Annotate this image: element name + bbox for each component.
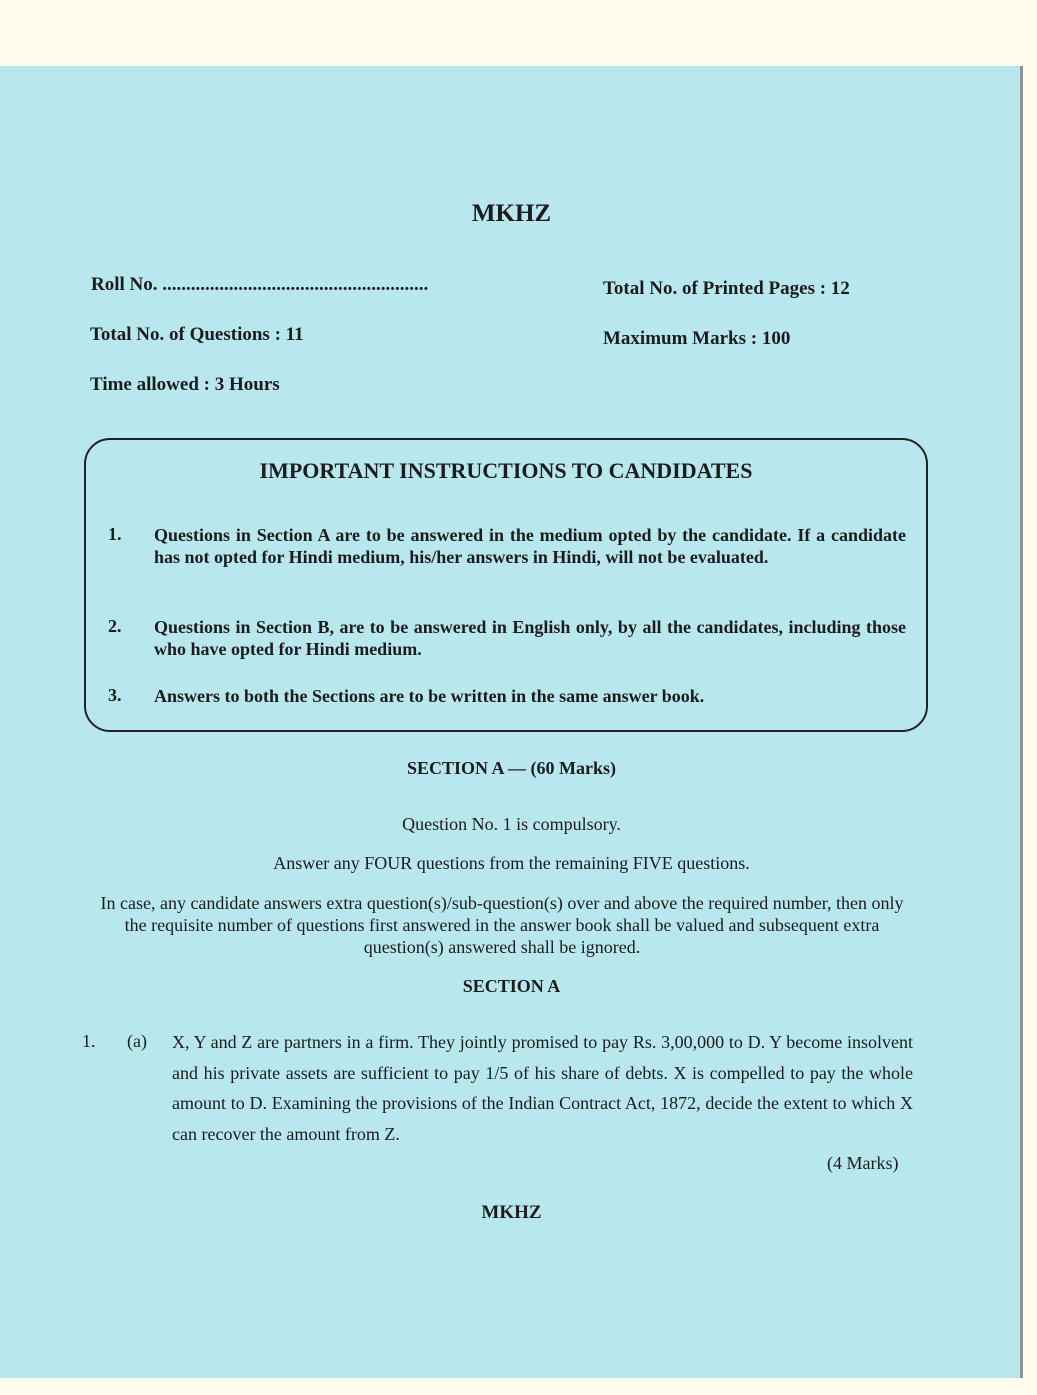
question-part: (a) xyxy=(127,1031,147,1051)
section-a-heading: SECTION A — (60 Marks) xyxy=(406,758,617,778)
total-printed-pages: Total No. of Printed Pages : 12 xyxy=(603,278,850,299)
section-a-label: SECTION A xyxy=(462,976,561,996)
instructions-title: IMPORTANT INSTRUCTIONS TO CANDIDATES xyxy=(259,458,753,483)
answer-any-line: Answer any FOUR questions from the remaining FIVE questions. xyxy=(273,853,750,873)
instruction-1-text: Questions in Section A are to be answered in the medium opted by the candidate. If a candidate has not opted for Hindi medium, his/her answers in Hindi, will not be evaluated. xyxy=(154,525,906,567)
extra-answers-note: In case, any candidate answers extra question(s)/sub-question(s) over and above the required number, then only the requisite number of questions first answered in the answer book shall be valued and subsequent extra question(s) answered shall be ignored. xyxy=(100,893,904,957)
instruction-1-number: 1. xyxy=(108,524,122,544)
instruction-3-text: Answers to both the Sections are to be written in the same answer book. xyxy=(154,686,705,706)
exam-page xyxy=(0,66,1023,1378)
instruction-2-number: 2. xyxy=(108,616,122,636)
paper-code-title: MKHZ xyxy=(471,200,552,227)
maximum-marks: Maximum Marks : 100 xyxy=(603,328,791,349)
question-number: 1. xyxy=(82,1031,96,1051)
question-marks: (4 Marks) xyxy=(827,1153,899,1173)
footer-paper-code: MKHZ xyxy=(481,1202,542,1223)
instruction-3-number: 3. xyxy=(108,685,122,705)
time-allowed: Time allowed : 3 Hours xyxy=(90,374,280,395)
instructions-box xyxy=(84,438,928,732)
compulsory-question-line: Question No. 1 is compulsory. xyxy=(402,814,621,834)
total-questions: Total No. of Questions : 11 xyxy=(90,324,304,345)
instruction-2-text: Questions in Section B, are to be answered in English only, by all the candidates, including those who have opted for Hindi medium. xyxy=(154,617,906,659)
question-text: X, Y and Z are partners in a firm. They jointly promised to pay Rs. 3,00,000 to D. Y become insolvent and his private assets are sufficient to pay 1/5 of his share of debts. X is compelled to pay the whole amount to D. Examining the provisions of the Indian Contract Act, 1872, decide the extent to which X can recover the amount from Z. xyxy=(172,1032,913,1144)
roll-no: Roll No. ........................................................ xyxy=(91,274,429,295)
